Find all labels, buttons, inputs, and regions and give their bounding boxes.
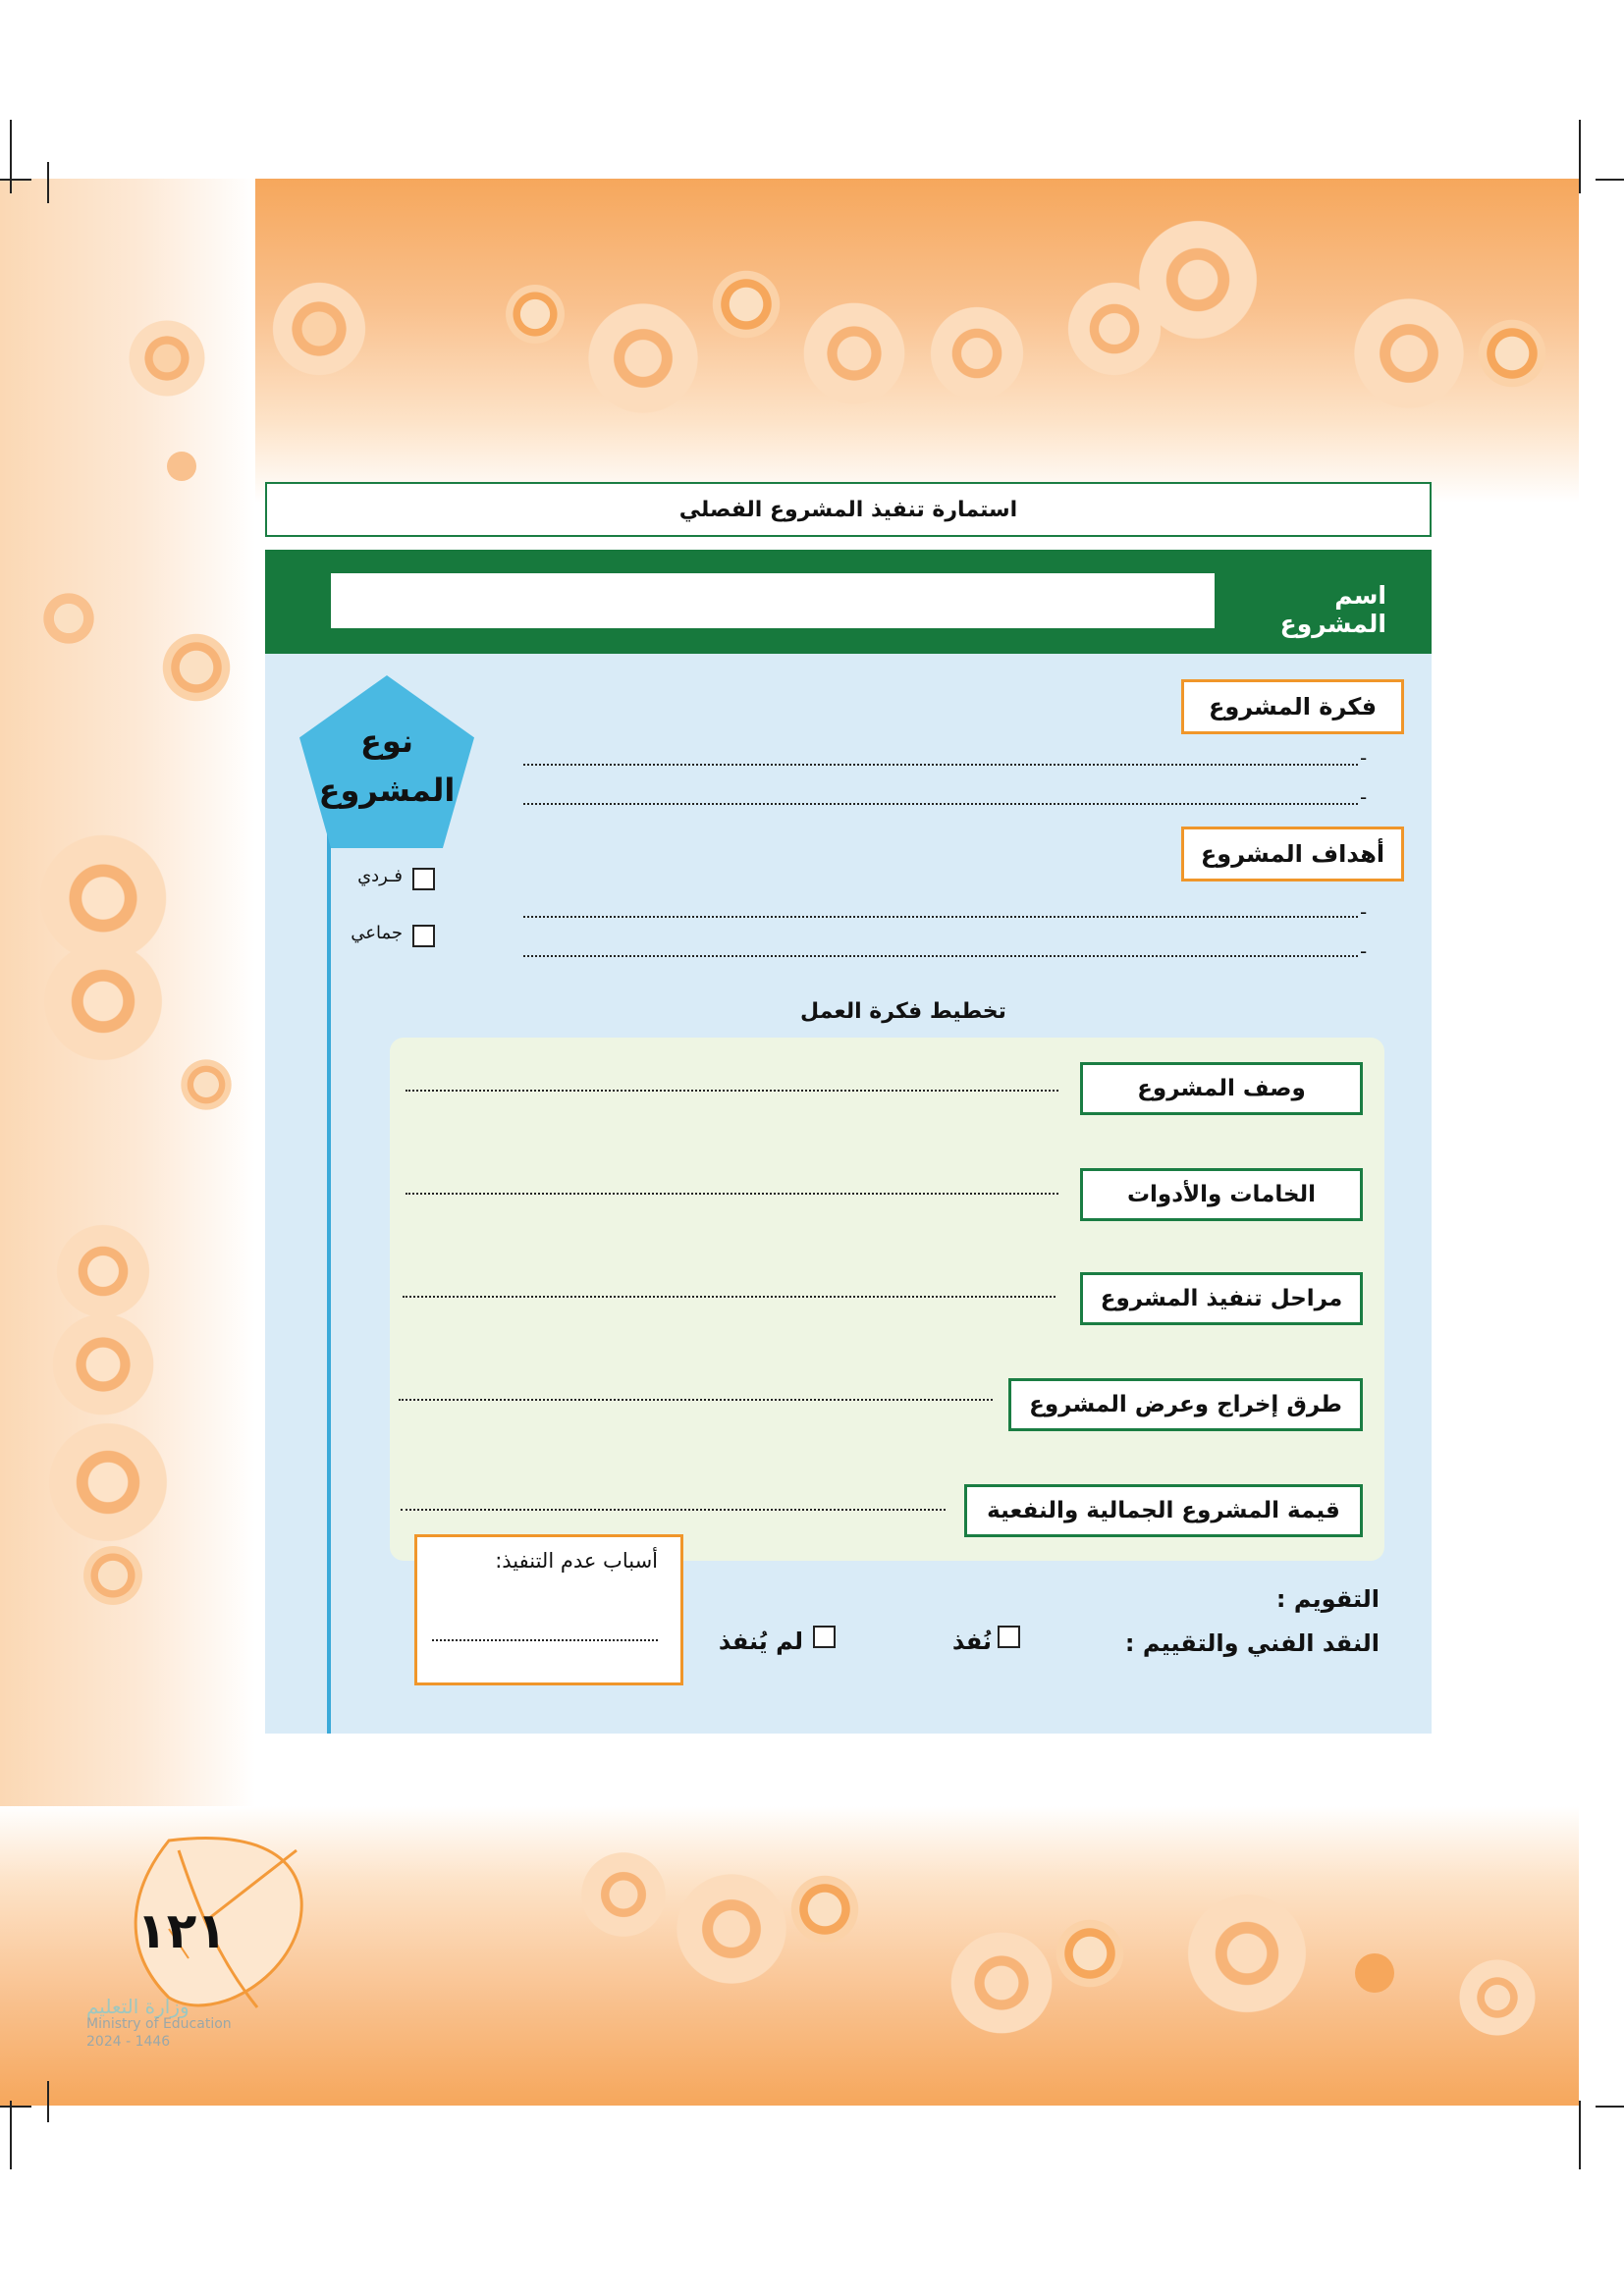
- flower-icon: [123, 314, 211, 402]
- individual-option-label: فـردي: [357, 866, 403, 886]
- flower-icon: [785, 1870, 864, 1949]
- executed-label: نُفذ: [951, 1628, 992, 1655]
- dash: -: [1360, 939, 1368, 963]
- value-line[interactable]: [401, 1509, 946, 1511]
- ministry-logo: [86, 1995, 263, 2051]
- materials-line[interactable]: [406, 1193, 1058, 1195]
- flower-icon: [39, 589, 98, 648]
- logo-year: 2024 - 1446: [86, 2034, 171, 2050]
- executed-checkbox[interactable]: [998, 1626, 1020, 1648]
- page-number: ١٢١: [136, 1902, 227, 1959]
- flower-icon: [1129, 211, 1267, 348]
- description-line[interactable]: [406, 1090, 1058, 1092]
- group-checkbox[interactable]: [412, 925, 435, 947]
- reasons-label: أسباب عدم التنفيذ:: [495, 1549, 658, 1573]
- flower-icon: [1178, 1885, 1316, 2022]
- individual-checkbox[interactable]: [412, 868, 435, 890]
- flower-icon: [1051, 1914, 1129, 1993]
- flower-icon: [177, 1055, 236, 1114]
- logo-english: Ministry of Education: [86, 2016, 232, 2032]
- flower-icon: [668, 1865, 795, 1993]
- flower-icon: [1355, 1953, 1394, 1993]
- flower-icon: [943, 1924, 1060, 2042]
- project-name-label: اسم المشروع: [1279, 581, 1386, 638]
- dash: -: [1360, 900, 1368, 924]
- dash: -: [1360, 746, 1368, 770]
- presentation-line[interactable]: [399, 1399, 993, 1401]
- project-name-field[interactable]: [331, 573, 1215, 628]
- idea-line-1[interactable]: [523, 764, 1358, 766]
- flower-icon: [39, 1414, 177, 1551]
- stages-line[interactable]: [403, 1296, 1056, 1298]
- critique-label: النقد الفني والتقييم :: [1124, 1629, 1380, 1657]
- planning-row-materials: الخامات والأدوات: [1080, 1168, 1363, 1221]
- flower-icon: [79, 1541, 147, 1610]
- planning-row-presentation: طرق إخراج وعرض المشروع: [1008, 1378, 1363, 1431]
- evaluation-title: التقويم :: [1275, 1585, 1380, 1613]
- flower-icon: [1453, 1953, 1542, 2042]
- reasons-line[interactable]: [432, 1639, 658, 1641]
- not-executed-checkbox[interactable]: [813, 1626, 836, 1648]
- flower-icon: [167, 452, 196, 481]
- flower-icon: [707, 265, 785, 344]
- planning-row-description: وصف المشروع: [1080, 1062, 1363, 1115]
- goals-line-2[interactable]: [523, 955, 1358, 957]
- flower-icon: [1345, 290, 1473, 417]
- flower-icon: [574, 1845, 673, 1944]
- planning-heading: تخطيط فكرة العمل: [800, 999, 1006, 1024]
- project-goals-label: أهداف المشروع: [1181, 827, 1404, 881]
- planning-row-value: قيمة المشروع الجمالية والنفعية: [964, 1484, 1363, 1537]
- flower-icon: [1473, 314, 1551, 393]
- flower-icon: [34, 933, 172, 1070]
- logo-arabic: وزارة التعليم: [86, 1995, 189, 2018]
- project-idea-label: فكرة المشروع: [1181, 679, 1404, 734]
- project-type-title: نوع المشروع: [318, 722, 456, 809]
- planning-row-stages: مراحل تنفيذ المشروع: [1080, 1272, 1363, 1325]
- goals-line-1[interactable]: [523, 916, 1358, 918]
- group-option-label: جماعي: [351, 923, 403, 943]
- flower-icon: [795, 294, 913, 412]
- flower-icon: [265, 275, 373, 383]
- dash: -: [1360, 785, 1368, 809]
- flower-icon: [501, 280, 569, 348]
- flower-icon: [579, 294, 707, 422]
- idea-line-2[interactable]: [523, 803, 1358, 805]
- flower-icon: [157, 628, 236, 707]
- flower-icon: [923, 299, 1031, 407]
- form-title: استمارة تنفيذ المشروع الفصلي: [265, 482, 1432, 537]
- not-executed-label: لم يُنفذ: [718, 1628, 803, 1655]
- flower-icon: [44, 1306, 162, 1423]
